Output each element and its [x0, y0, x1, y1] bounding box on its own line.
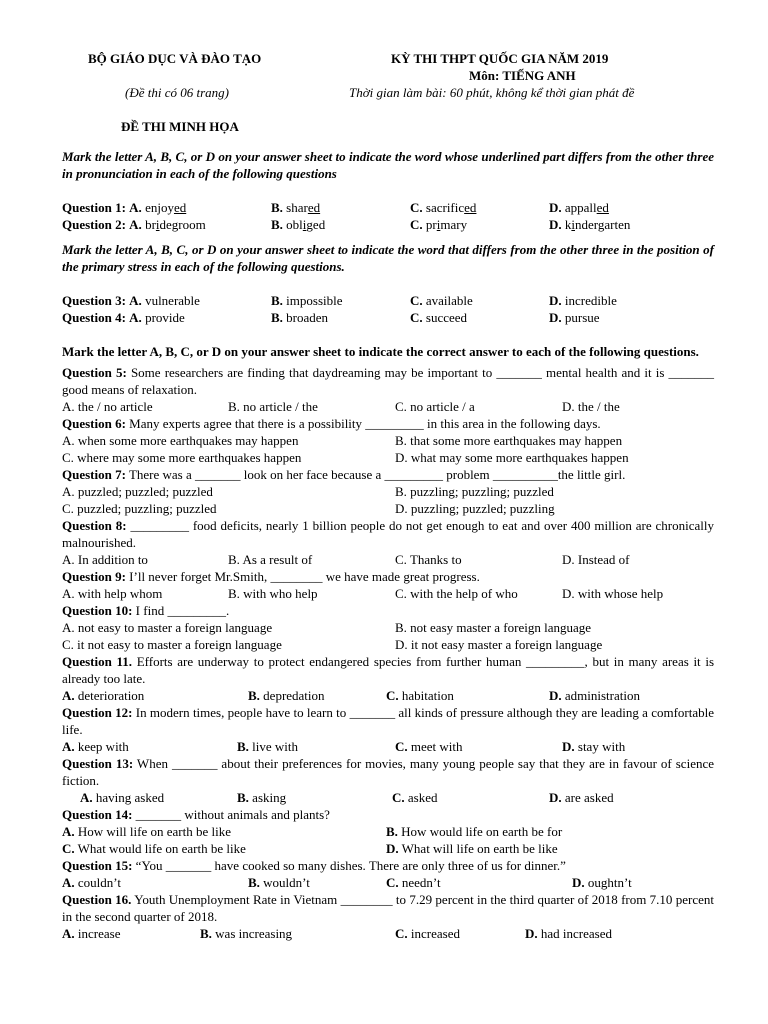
options-row: [62, 874, 714, 891]
answer-option: [395, 483, 554, 500]
sample-exam-title: ĐỀ THI MINH HỌA: [121, 119, 239, 134]
underlined-part: i: [436, 217, 441, 232]
option-text: where may some more earthquakes happen: [77, 450, 302, 465]
answer-option: [395, 925, 460, 942]
option-text: provide: [145, 310, 185, 325]
option-text: In addition to: [77, 552, 148, 567]
option-letter: A.: [129, 310, 142, 325]
option-text: couldn’t: [77, 875, 121, 890]
question-stem: [62, 653, 714, 687]
option-letter: D.: [549, 790, 562, 805]
option-text: was increasing: [215, 926, 293, 941]
option-letter: C.: [410, 217, 423, 232]
answer-option: [228, 585, 318, 602]
question-text: I find _________.: [135, 603, 230, 618]
options-row: [62, 432, 714, 449]
option-text: increase: [77, 926, 121, 941]
answer-option: [62, 840, 246, 857]
answer-option: [62, 874, 121, 891]
answer-option: [395, 585, 518, 602]
answer-option: [248, 874, 310, 891]
answer-option: [228, 398, 318, 415]
answer-option: [237, 738, 298, 755]
option-letter: C.: [395, 586, 407, 601]
exam-content: [62, 148, 714, 942]
option-text: puzzled; puzzling; puzzled: [77, 501, 217, 516]
options-row: [62, 823, 714, 840]
option-letter: C.: [62, 841, 75, 856]
option-letter: D.: [386, 841, 399, 856]
answer-option: [62, 551, 148, 568]
answer-option: [395, 738, 463, 755]
underlined-part: ed: [307, 200, 321, 215]
option-text: succeed: [425, 310, 468, 325]
question-label: Question 16.: [62, 892, 132, 907]
answer-option: [410, 309, 467, 326]
option-letter: D.: [525, 926, 538, 941]
option-text: puzzled; puzzled; puzzled: [77, 484, 213, 499]
option-text: As a result of: [242, 552, 313, 567]
option-text-start: k: [564, 217, 572, 232]
underlined-part: i: [571, 217, 576, 232]
option-letter: B.: [248, 875, 260, 890]
options-row: [62, 619, 714, 636]
option-text-end: ged: [306, 217, 326, 232]
question-stem: [62, 415, 714, 432]
pages-note: (Đề thi có 06 trang): [125, 85, 229, 100]
option-letter: A.: [129, 200, 142, 215]
answer-option: [62, 823, 231, 840]
question-row: [62, 309, 714, 326]
option-letter: B.: [271, 310, 283, 325]
option-text: it not easy master a foreign language: [410, 637, 603, 652]
option-letter: B.: [237, 739, 249, 754]
options-row: [62, 738, 714, 755]
option-letter: A.: [62, 926, 75, 941]
option-text-end: degroom: [159, 217, 206, 232]
underlined-part: ed: [464, 200, 477, 215]
answer-option: [562, 551, 630, 568]
answer-option: [271, 309, 328, 326]
option-letter: A.: [62, 586, 75, 601]
option-text: broaden: [286, 310, 329, 325]
option-letter: A.: [129, 293, 142, 308]
answer-option: [549, 687, 640, 704]
question-block: [62, 806, 714, 857]
option-text: asked: [407, 790, 438, 805]
answer-option: [386, 687, 454, 704]
question-stem: [62, 364, 714, 398]
option-text: asking: [252, 790, 287, 805]
option-text: wouldn’t: [263, 875, 310, 890]
answer-option: [271, 292, 343, 309]
option-letter: C.: [62, 450, 74, 465]
option-letter: B.: [271, 293, 283, 308]
option-letter: A.: [80, 790, 93, 805]
grammar-questions: [62, 364, 714, 942]
option-letter: B.: [271, 217, 283, 232]
option-text-start: br: [145, 217, 156, 232]
option-text: with who help: [243, 586, 318, 601]
question-block: [62, 857, 714, 891]
answer-option: [62, 636, 282, 653]
answer-option: [62, 216, 206, 233]
option-letter: A.: [62, 688, 75, 703]
option-letter: D.: [395, 637, 408, 652]
answer-option: [395, 551, 462, 568]
section2-instruction: Mark the letter A, B, C, or D on your answer sheet to indicate the word that differs from the other three in the position of the primary stress in each of the following questions.: [62, 242, 714, 274]
question-block: [62, 364, 714, 415]
question-text: Youth Unemployment Rate in Vietnam ________ to 7.29 percent in the third quarter of 2018 from 7.10 percent in the second quarter of 2018.: [62, 892, 715, 924]
option-letter: C.: [410, 200, 423, 215]
option-text: no article / the: [243, 399, 318, 414]
options-row: [62, 585, 714, 602]
option-letter: C.: [410, 310, 423, 325]
option-text: not easy to master a foreign language: [77, 620, 273, 635]
question-stem: [62, 755, 714, 789]
option-text: vulnerable: [145, 293, 200, 308]
option-letter: C.: [392, 790, 405, 805]
answer-option: [386, 823, 562, 840]
question-label: Question 9:: [62, 569, 126, 584]
answer-option: [62, 500, 217, 517]
answer-option: [410, 199, 476, 216]
question-label: Question 1:: [62, 200, 126, 215]
answer-option: [271, 199, 320, 216]
option-text: the / no article: [77, 399, 153, 414]
answer-option: [395, 500, 555, 517]
answer-option: [392, 789, 438, 806]
option-text: with help whom: [77, 586, 163, 601]
option-letter: A.: [62, 552, 75, 567]
question-text: There was a _______ look on her face because a _________ problem __________the little girl.: [128, 467, 626, 482]
options-row: [62, 687, 714, 704]
option-letter: B.: [248, 688, 260, 703]
exam-title: KỲ THI THPT QUỐC GIA NĂM 2019: [391, 51, 609, 66]
option-text: what may some more earthquakes happen: [410, 450, 629, 465]
question-row: [62, 216, 714, 233]
question-label: Question 8:: [62, 518, 127, 533]
option-text-end: ndergarten: [575, 217, 631, 232]
answer-option: [237, 789, 286, 806]
question-label: Question 6:: [62, 416, 126, 431]
option-letter: C.: [386, 688, 399, 703]
answer-option: [228, 551, 312, 568]
pronunciation-questions: [62, 199, 714, 233]
answer-option: [395, 398, 475, 415]
option-text: Thanks to: [409, 552, 462, 567]
stress-questions: [62, 292, 714, 326]
option-text: How will life on earth be like: [77, 824, 231, 839]
answer-option: [395, 636, 602, 653]
question-text: Some researchers are finding that daydreaming may be important to _______ mental health and it is _______ good means of relaxation.: [62, 365, 715, 397]
question-block: [62, 415, 714, 466]
option-text: that some more earthquakes may happen: [410, 433, 623, 448]
question-text: _________ food deficits, nearly 1 billion people do not get enough to eat and over 400 million are chronically malnourished.: [62, 518, 715, 550]
option-text-start: enjoy: [145, 200, 174, 215]
question-stem: [62, 517, 714, 551]
option-letter: A.: [62, 484, 75, 499]
option-letter: B.: [228, 552, 240, 567]
option-text: live with: [252, 739, 299, 754]
answer-option: [386, 840, 558, 857]
option-letter: D.: [549, 200, 562, 215]
question-block: [62, 602, 714, 653]
option-text: increased: [410, 926, 460, 941]
question-label: Question 4:: [62, 310, 126, 325]
option-letter: D.: [549, 688, 562, 703]
underlined-part: i: [155, 217, 160, 232]
question-row: [62, 292, 714, 309]
options-row: [62, 636, 714, 653]
option-text: impossible: [286, 293, 343, 308]
answer-option: [562, 738, 625, 755]
option-text: no article / a: [410, 399, 475, 414]
option-text-end: mary: [440, 217, 468, 232]
option-text: needn’t: [401, 875, 441, 890]
option-letter: C.: [395, 399, 407, 414]
answer-option: [395, 449, 629, 466]
answer-option: [271, 216, 325, 233]
answer-option: [386, 874, 441, 891]
answer-option: [395, 432, 622, 449]
option-letter: D.: [395, 501, 408, 516]
answer-option: [410, 292, 473, 309]
option-letter: D.: [562, 586, 575, 601]
option-letter: C.: [386, 875, 399, 890]
option-text: the / the: [577, 399, 620, 414]
answer-option: [562, 398, 620, 415]
question-stem: [62, 704, 714, 738]
answer-option: [62, 309, 185, 326]
option-letter: A.: [62, 739, 75, 754]
answer-option: [572, 874, 632, 891]
question-block: [62, 466, 714, 517]
option-text: had increased: [540, 926, 612, 941]
option-letter: B.: [395, 433, 407, 448]
question-block: [62, 891, 714, 942]
question-label: Question 3:: [62, 293, 126, 308]
option-letter: D.: [572, 875, 585, 890]
options-row: [62, 551, 714, 568]
options-row: [62, 398, 714, 415]
question-label: Question 10:: [62, 603, 133, 618]
option-text: administration: [564, 688, 640, 703]
option-letter: D.: [395, 450, 408, 465]
option-text-start: appall: [564, 200, 597, 215]
subject-label: Môn: TIẾNG ANH: [469, 68, 576, 83]
option-text: oughtn’t: [587, 875, 632, 890]
answer-option: [62, 483, 213, 500]
option-letter: B.: [228, 399, 240, 414]
question-stem: [62, 466, 714, 483]
option-text: are asked: [564, 790, 614, 805]
option-letter: D.: [562, 739, 575, 754]
answer-option: [62, 585, 162, 602]
option-letter: B.: [200, 926, 212, 941]
option-letter: B.: [395, 620, 407, 635]
question-text: I’ll never forget Mr.Smith, ________ we have made great progress.: [129, 569, 480, 584]
question-block: [62, 653, 714, 704]
option-text: it not easy to master a foreign language: [77, 637, 282, 652]
ministry-name: BỘ GIÁO DỤC VÀ ĐÀO TẠO: [88, 51, 262, 66]
option-text: available: [425, 293, 473, 308]
question-stem: [62, 806, 714, 823]
question-stem: [62, 891, 714, 925]
options-row: [62, 449, 714, 466]
answer-option: [549, 789, 614, 806]
option-letter: A.: [62, 620, 75, 635]
option-letter: D.: [549, 217, 562, 232]
option-letter: A.: [62, 433, 75, 448]
option-text: with the help of who: [410, 586, 518, 601]
answer-option: [525, 925, 612, 942]
answer-option: [549, 292, 617, 309]
option-text: not easy master a foreign language: [410, 620, 592, 635]
option-letter: D.: [562, 399, 575, 414]
answer-option: [395, 619, 591, 636]
option-text-start: shar: [286, 200, 308, 215]
option-text: pursue: [564, 310, 600, 325]
question-label: Question 14:: [62, 807, 133, 822]
options-row: [62, 789, 714, 806]
option-text-start: pr: [425, 217, 437, 232]
option-text: What would life on earth be like: [77, 841, 246, 856]
option-letter: C.: [395, 926, 408, 941]
option-letter: A.: [62, 824, 75, 839]
option-text: when some more earthquakes may happen: [77, 433, 299, 448]
question-block: [62, 517, 714, 568]
option-letter: D.: [549, 293, 562, 308]
option-text-start: obl: [286, 217, 303, 232]
answer-option: [248, 687, 325, 704]
option-letter: C.: [62, 637, 74, 652]
option-text: How would life on earth be for: [401, 824, 563, 839]
section1-instruction: Mark the letter A, B, C, or D on your answer sheet to indicate the word whose underlined part differs from the other three in pronunciation in each of the following questions: [62, 149, 714, 181]
options-row: [62, 925, 714, 942]
option-letter: B.: [228, 586, 240, 601]
option-letter: D.: [549, 310, 562, 325]
option-text: meet with: [410, 739, 463, 754]
option-letter: B.: [271, 200, 283, 215]
underlined-part: ed: [596, 200, 609, 215]
question-block: [62, 704, 714, 755]
question-label: Question 5:: [62, 365, 127, 380]
option-letter: D.: [562, 552, 575, 567]
options-row: [62, 840, 714, 857]
question-label: Question 12:: [62, 705, 133, 720]
option-text: Instead of: [577, 552, 630, 567]
answer-option: [200, 925, 292, 942]
option-text: puzzling; puzzling; puzzled: [410, 484, 554, 499]
options-row: [62, 500, 714, 517]
option-letter: C.: [62, 501, 74, 516]
question-text: In modern times, people have to learn to _______ all kinds of pressure although they are leading a comfortable life.: [62, 705, 715, 737]
section3-instruction: Mark the letter A, B, C, or D on your answer sheet to indicate the correct answer to each of the following questions.: [62, 344, 699, 359]
answer-option: [62, 432, 298, 449]
answer-option: [549, 199, 609, 216]
question-block: [62, 755, 714, 806]
option-letter: A.: [62, 875, 75, 890]
answer-option: [62, 619, 272, 636]
question-stem: [62, 602, 714, 619]
question-text: When _______ about their preferences for movies, many young people say that they are in favour of science fiction.: [62, 756, 714, 788]
question-text: Efforts are underway to protect endangered species from further human _________, but in many areas it is already too late.: [62, 654, 714, 686]
option-text: deterioration: [77, 688, 145, 703]
question-stem: [62, 857, 714, 874]
question-text: “You _______ have cooked so many dishes. There are only three of us for dinner.”: [135, 858, 566, 873]
answer-option: [62, 687, 144, 704]
option-text: habitation: [401, 688, 454, 703]
option-text: What will life on earth be like: [401, 841, 558, 856]
option-text: keep with: [77, 739, 129, 754]
answer-option: [562, 585, 663, 602]
answer-option: [62, 199, 186, 216]
underlined-part: ed: [173, 200, 187, 215]
option-text: puzzling; puzzled; puzzling: [410, 501, 555, 516]
question-stem: [62, 568, 714, 585]
answer-option: [62, 398, 153, 415]
question-block: [62, 568, 714, 602]
underlined-part: i: [302, 217, 307, 232]
option-letter: A.: [129, 217, 142, 232]
option-text-start: sacrific: [425, 200, 465, 215]
time-note: Thời gian làm bài: 60 phút, không kể thời gian phát đề: [349, 85, 635, 100]
option-letter: A.: [62, 399, 75, 414]
question-text: _______ without animals and plants?: [135, 807, 330, 822]
option-text: stay with: [577, 739, 626, 754]
question-text: Many experts agree that there is a possibility _________ in this area in the following days.: [129, 416, 601, 431]
answer-option: [62, 925, 120, 942]
question-label: Question 15:: [62, 858, 133, 873]
question-label: Question 7:: [62, 467, 126, 482]
answer-option: [410, 216, 467, 233]
options-row: [62, 483, 714, 500]
question-row: [62, 199, 714, 216]
option-text: having asked: [95, 790, 165, 805]
answer-option: [62, 292, 200, 309]
option-text: incredible: [564, 293, 617, 308]
answer-option: [549, 216, 630, 233]
option-letter: B.: [386, 824, 398, 839]
option-text: depredation: [263, 688, 325, 703]
question-label: Question 13:: [62, 756, 134, 771]
option-text: with whose help: [577, 586, 664, 601]
option-letter: C.: [395, 552, 407, 567]
question-label: Question 11.: [62, 654, 133, 669]
answer-option: [80, 789, 164, 806]
option-letter: C.: [410, 293, 423, 308]
answer-option: [62, 738, 129, 755]
question-label: Question 2:: [62, 217, 126, 232]
answer-option: [62, 449, 301, 466]
option-letter: B.: [237, 790, 249, 805]
option-letter: C.: [395, 739, 408, 754]
option-letter: B.: [395, 484, 407, 499]
answer-option: [549, 309, 600, 326]
